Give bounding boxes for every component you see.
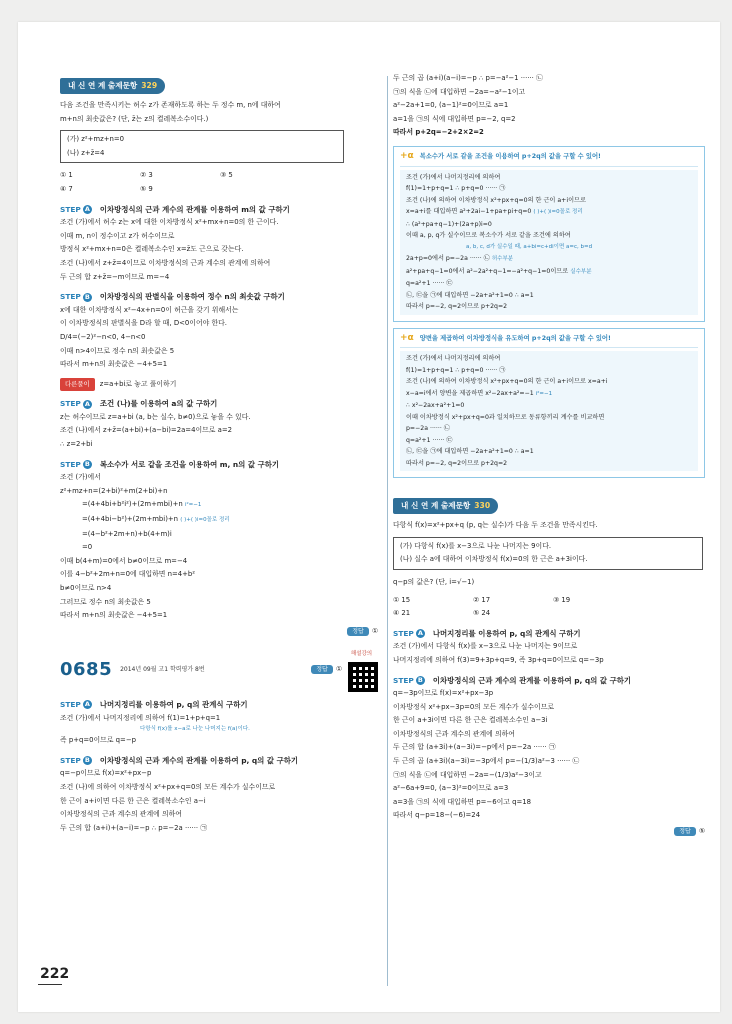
annotation-arrow: ( )+( )i=0꼴로 정리 bbox=[180, 517, 230, 524]
question-line: m+n의 최솟값은? (단, z̄는 z의 켤레복소수이다.) bbox=[60, 114, 209, 123]
page-number: 222 bbox=[40, 966, 70, 982]
condition-box: (가) 다항식 f(x)를 x−3으로 나눈 나머지는 9이다. (나) 실수 a에 대하여 이차방정식 f(x)=0의 한 근은 a+3i이다. bbox=[393, 537, 703, 570]
page-number-rule bbox=[38, 984, 62, 985]
problem-0685-header: 0685 2014년 09월 고1 학력평가 8번 정답 ① 해설강의 bbox=[60, 648, 378, 692]
annotation-arrow: i²=−1 bbox=[184, 502, 202, 509]
step-a-heading: STEP A 이차방정식의 근과 계수의 관계를 이용하여 m의 값 구하기 bbox=[60, 204, 290, 214]
alt-step-a-heading: STEP A 조건 (나)를 이용하여 a의 값 구하기 bbox=[60, 399, 218, 409]
alt-step-b-heading: STEP B 복소수가 서로 같을 조건을 이용하여 m, n의 값 구하기 bbox=[60, 459, 279, 469]
left-column: 내 신 연 계 출제문항 329 다음 조건을 만족시키는 허수 z가 존재하도록 하는 두 정수 m, n에 대하여 m+n의 최솟값은? (단, z̄는 z의 켤레복소수이다.) (가) z²+mz+n=0 (나) z+z̄=4 ① 1 ② 3 ③ 5 ④ 7 ⑤ 9 STEP A 이차방정식의 근과 계수의 관계를 이용하여 m의 값 구하기 조건 (가)에서 허수 z는 x에 대한 이차방정식 x²+mx+n=0의 한 근이다. 이때 m, n이 정수이고 z가 허수이므로 방정식 x²+mx+n=0은 켤레복소수인 x=z̄도 근으로 갖는다. 조건 (나)에서 z+z̄=4이므로 이차방정식의 근과 계수의 관계에 의하여 두 근의 합 z+z̄=−m이므로 m=−4 STEP B 이차방정식의 판별식을 이용하여 정수 n의 최솟값 구하기 x에 대한 이차방정식 x²−4x+n=0이 허근을 갖기 위해서는 이 이차방정식의 판별식을 D라 할 때, D<0이어야 한다. D/4=(−2)²−n<0, 4−n<0 이때 n>4이므로 정수 n의 최솟값은 5 따라서 m+n의 최솟값은 −4+5=1 다른풀이 z=a+bi로 놓고 풀이하기 STEP A 조건 (나)를 이용하여 a의 값 구하기 z는 허수이므로 z=a+bi (a, b는 실수, b≠0)으로 놓을 수 있다. 조건 (나)에서 z+z̄=(a+bi)+(a−bi)=2a=4이므로 a=2 ∴ z=2+bi STEP B 복소수가 서로 같을 조건을 이용하여 m, n의 값 구하기 조건 (가)에서 z²+mz+n=(2+bi)²+m(2+bi)+n =(4+4bi+b²i²)+(2m+mbi)+n i²=−1 =(4+4bi−b²)+(2m+mbi)+n ( )+( )i=0꼴로 정리 =(4−b²+2m+n)+b(4+m)i =0 이때 b(4+m)=0에서 b≠0이므로 m=−4 이를 4−b²+2m+n=0에 대입하면 n=4+b² b≠0이므로 n>4 그러므로 정수 n의 최솟값은 5 따라서 m+n의 최솟값은 −4+5=1 정답 ① 0685 2014년 09월 고1 학력평가 8번 정답 ① 해설강의 STEP A 나머지정리를 이용하여 p, q의 관계식 구하기 조건 (가)에서 나머지정리에 의하여 f(1)=1+p+q=1 다항식 f(x)를 x−a로 나눈 나머지는 f(a)이다. 즉 p+q=0이므로 q=−p STEP B 이차방정식의 근과 계수의 관계를 이용하여 p, q의 값 구하기 q=−p이므로 f(x)=x²+px−p 조건 (나)에 의하여 이차방정식 x²+px+q=0의 모든 계수가 실수이므로 한 근이 a+i이면 다른 한 근은 켤레복소수인 a−i 이차방정식의 근과 계수의 관계에 의하여 두 근의 합 (a+i)+(a−i)=−p ∴ p=−2a ······ ㉠ bbox=[60, 72, 378, 835]
problem-329-header: 내 신 연 계 출제문항 329 bbox=[60, 78, 165, 94]
answer-330: 정답 ⑤ bbox=[393, 825, 705, 839]
step-b-heading: STEP B 이차방정식의 판별식을 이용하여 정수 n의 최솟값 구하기 bbox=[60, 292, 285, 302]
problem-330-header: 내 신 연 계 출제문항 330 bbox=[393, 498, 498, 514]
column-divider bbox=[387, 76, 388, 986]
step-b-heading: STEP B 이차방정식의 근과 계수의 관계를 이용하여 p, q의 값 구하기 bbox=[60, 755, 299, 765]
step-a-heading: STEP A 나머지정리를 이용하여 p, q의 관계식 구하기 bbox=[60, 699, 248, 709]
question-line: 다음 조건을 만족시키는 허수 z가 존재하도록 하는 두 정수 m, n에 대하여 bbox=[60, 101, 281, 109]
answer-choices: ① 15 ② 17 ③ 19 ④ 21 ⑤ 24 bbox=[393, 595, 571, 618]
step-b-heading: STEP B 이차방정식의 근과 계수의 관계를 이용하여 p, q의 값 구하기 bbox=[393, 675, 632, 685]
answer-choices: ① 1 ② 3 ③ 5 ④ 7 ⑤ 9 bbox=[60, 171, 233, 193]
alt-solution-label: 다른풀이 z=a+bi로 놓고 풀이하기 bbox=[60, 378, 378, 392]
textbook-page bbox=[18, 22, 720, 1012]
tip-box-1: +α 복소수가 서로 같을 조건을 이용하여 p+2q의 값을 구할 수 있어! 조건 (가)에서 나머지정리에 의하여 f(1)=1+p+q=1 ∴ p+q=0 ······ ㉠ 조건 (나)에 의하여 이차방정식 x²+px+q=0의 한 근이 a+i이므로 x=a+i를 대입하면 a²+2ai−1+pa+pi+q=0 ( )+( )i=0꼴로 정리 ∴ (a²+pa+q−1)+(2a+p)i=0 이때 a, p, q가 실수이므로 복소수가 서로 같을 조건에 의하여 a, b, c, d가 실수일 때, a+bi=c+di이면 a=c, b=d 2a+p=0에서 p=−2a ······ ㉡ 허수부분 a²+pa+q−1=0에서 a²−2a²+q−1=−a²+q−1=0이므로 실수부분 q=a²+1 ······ ㉢ ㉡, ㉢을 ㉠에 대입하면 −2a+a²+1=0 ∴ a=1 따라서 p=−2, q=2이므로 p+2q=2 bbox=[393, 146, 705, 322]
qr-code-icon[interactable] bbox=[348, 662, 378, 692]
right-column: 두 근의 곱 (a+i)(a−i)=−p ∴ p=−a²−1 ······ ㉡ ㉠의 식을 ㉡에 대입하면 −2a=−a²−1이고 a²−2a+1=0, (a−1)²=0이므로 a=1 a=1을 ㉠의 식에 대입하면 p=−2, q=2 따라서 p+2q=−2+2×2=2 +α 복소수가 서로 같을 조건을 이용하여 p+2q의 값을 구할 수 있어! 조건 (가)에서 나머지정리에 의하여 f(1)=1+p+q=1 ∴ p+q=0 ······ ㉠ 조건 (나)에 의하여 이차방정식 x²+px+q=0의 한 근이 a+i이므로 x=a+i를 대입하면 a²+2ai−1+pa+pi+q=0 ( )+( )i=0꼴로 정리 ∴ (a²+pa+q−1)+(2a+p)i=0 이때 a, p, q가 실수이므로 복소수가 서로 같을 조건에 의하여 a, b, c, d가 실수일 때, a+bi=c+di이면 a=c, b=d 2a+p=0에서 p=−2a ······ ㉡ 허수부분 a²+pa+q−1=0에서 a²−2a²+q−1=−a²+q−1=0이므로 실수부분 q=a²+1 ······ ㉢ ㉡, ㉢을 ㉠에 대입하면 −2a+a²+1=0 ∴ a=1 따라서 p=−2, q=2이므로 p+2q=2 +α 양변을 제곱하여 이차방정식을 유도하여 p+2q의 값을 구할 수 있어! 조건 (가)에서 나머지정리에 의하여 f(1)=1+p+q=1 ∴ p+q=0 ······ ㉠ 조건 (나)에 의하여 이차방정식 x²+px+q=0의 한 근이 a+i이므로 x=a+i x−a=i에서 양변을 제곱하면 x²−2ax+a²=−1 i²=−1 ∴ x²−2ax+a²+1=0 이때 이차방정식 x²+px+q=0과 일치하므로 동류항끼리 계수를 비교하면 p=−2a ······ ㉡ q=a²+1 ······ ㉢ ㉡, ㉢을 ㉠에 대입하면 −2a+a²+1=0 ∴ a=1 따라서 p=−2, q=2이므로 p+2q=2 내 신 연 계 출제문항 330 다항식 f(x)=x²+px+q (p, q는 실수)가 다음 두 조건을 만족시킨다. (가) 다항식 f(x)를 x−3으로 나눈 나머지는 9이다. (나) 실수 a에 대하여 이차방정식 f(x)=0의 한 근은 a+3i이다. q−p의 값은? (단, i=√−1) ① 15 ② 17 ③ 19 ④ 21 ⑤ 24 STEP A 나머지정리를 이용하여 p, q의 관계식 구하기 조건 (가)에서 다항식 f(x)를 x−3으로 나눈 나머지는 9이므로 나머지정리에 의하여 f(3)=9+3p+q=9, 즉 3p+q=0이므로 q=−3p STEP B 이차방정식의 근과 계수의 관계를 이용하여 p, q의 값 구하기 q=−3p이므로 f(x)=x²+px−3p 이차방정식 x²+px−3p=0의 모든 계수가 실수이므로 한 근이 a+3i이면 다른 한 근은 켤레복소수인 a−3i 이차방정식의 근과 계수의 관계에 의하여 두 근의 합 (a+3i)+(a−3i)=−p에서 p=−2a ······ ㉠ 두 근의 곱 (a+3i)(a−3i)=−3p에서 p=−(1/3)a²−3 ······ ㉡ ㉠의 식을 ㉡에 대입하면 −2a=−(1/3)a²−3이고 a²−6a+9=0, (a−3)²=0이므로 a=3 a=3을 ㉠의 식에 대입하면 p=−6이고 q=18 따라서 q−p=18−(−6)=24 정답 ⑤ bbox=[393, 72, 705, 839]
tip-box-2: +α 양변을 제곱하여 이차방정식을 유도하여 p+2q의 값을 구할 수 있어! 조건 (가)에서 나머지정리에 의하여 f(1)=1+p+q=1 ∴ p+q=0 ······ ㉠ 조건 (나)에 의하여 이차방정식 x²+px+q=0의 한 근이 a+i이므로 x=a+i x−a=i에서 양변을 제곱하면 x²−2ax+a²=−1 i²=−1 ∴ x²−2ax+a²+1=0 이때 이차방정식 x²+px+q=0과 일치하므로 동류항끼리 계수를 비교하면 p=−2a ······ ㉡ q=a²+1 ······ ㉢ ㉡, ㉢을 ㉠에 대입하면 −2a+a²+1=0 ∴ a=1 따라서 p=−2, q=2이므로 p+2q=2 bbox=[393, 328, 705, 479]
step-a-heading: STEP A 나머지정리를 이용하여 p, q의 관계식 구하기 bbox=[393, 628, 581, 638]
condition-box: (가) z²+mz+n=0 (나) z+z̄=4 bbox=[60, 130, 344, 163]
answer-329: 정답 ① bbox=[60, 625, 378, 639]
